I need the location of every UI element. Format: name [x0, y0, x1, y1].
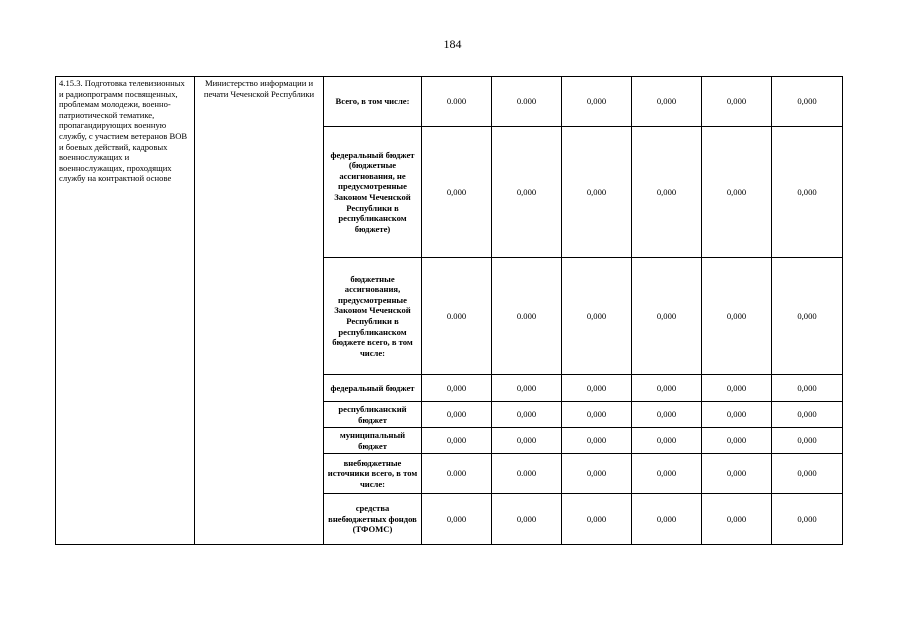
value-cell: 0,000 [422, 127, 492, 258]
value-cell: 0,000 [562, 127, 632, 258]
funding-source-cell: федеральный бюджет [324, 375, 422, 402]
value-cell: 0,000 [772, 494, 843, 545]
value-cell: 0,000 [772, 258, 843, 375]
funding-table [55, 76, 843, 545]
value-cell: 0,000 [772, 127, 843, 258]
value-cell: 0,000 [632, 454, 702, 494]
value-cell: 0,000 [772, 428, 843, 454]
value-cell: 0,000 [562, 428, 632, 454]
value-cell: 0,000 [492, 127, 562, 258]
funding-source-cell: муниципальный бюджет [324, 428, 422, 454]
value-cell: 0,000 [772, 454, 843, 494]
funding-source-cell: Всего, в том числе: [324, 77, 422, 127]
measure-name-cell: 4.15.3. Подготовка телевизионных и радиопрограмм посвященных, проблемам молодежи, военно-патриотической тематике, пропагандирующих военную службу, с участием ветеранов ВОВ и боевых действий, кадровых военнослужащих и военнослужащих, проходящих службу на контрактной основе [56, 77, 195, 545]
value-cell: 0,000 [422, 375, 492, 402]
value-cell: 0.000 [492, 77, 562, 127]
value-cell: 0,000 [562, 494, 632, 545]
value-cell: 0,000 [562, 258, 632, 375]
value-cell: 0,000 [632, 77, 702, 127]
value-cell: 0,000 [702, 454, 772, 494]
value-cell: 0,000 [702, 127, 772, 258]
value-cell: 0,000 [422, 428, 492, 454]
funding-source-cell: федеральный бюджет (бюджетные ассигнования, не предусмотренные Законом Чеченской Республики в республиканском бюджете) [324, 127, 422, 258]
value-cell: 0,000 [492, 375, 562, 402]
value-cell: 0,000 [772, 77, 843, 127]
value-cell: 0,000 [772, 375, 843, 402]
funding-source-cell: бюджетные ассигнования, предусмотренные Законом Чеченской Республики в республиканском бюджете всего, в том числе: [324, 258, 422, 375]
value-cell: 0,000 [702, 375, 772, 402]
value-cell: 0,000 [632, 494, 702, 545]
value-cell: 0,000 [422, 494, 492, 545]
value-cell: 0.000 [492, 454, 562, 494]
value-cell: 0,000 [562, 77, 632, 127]
value-cell: 0,000 [632, 375, 702, 402]
value-cell: 0,000 [562, 454, 632, 494]
value-cell: 0,000 [702, 428, 772, 454]
funding-source-cell: внебюджетные источники всего, в том числе: [324, 454, 422, 494]
funding-source-cell: средства внебюджетных фондов (ТФОМС) [324, 494, 422, 545]
executor-cell: Министерство информации и печати Чеченской Республики [195, 77, 324, 545]
value-cell: 0,000 [632, 428, 702, 454]
value-cell: 0,000 [702, 494, 772, 545]
value-cell: 0,000 [632, 127, 702, 258]
value-cell: 0.000 [492, 258, 562, 375]
value-cell: 0,000 [492, 494, 562, 545]
value-cell: 0,000 [492, 402, 562, 428]
value-cell: 0,000 [772, 402, 843, 428]
value-cell: 0,000 [702, 258, 772, 375]
value-cell: 0.000 [422, 77, 492, 127]
value-cell: 0,000 [422, 402, 492, 428]
value-cell: 0.000 [422, 258, 492, 375]
value-cell: 0,000 [562, 402, 632, 428]
funding-source-cell: республиканский бюджет [324, 402, 422, 428]
value-cell: 0,000 [632, 402, 702, 428]
value-cell: 0.000 [422, 454, 492, 494]
value-cell: 0,000 [702, 402, 772, 428]
page-number: 184 [443, 37, 462, 51]
value-cell: 0,000 [632, 258, 702, 375]
value-cell: 0,000 [562, 375, 632, 402]
table-row [56, 77, 843, 127]
value-cell: 0,000 [492, 428, 562, 454]
value-cell: 0,000 [702, 77, 772, 127]
